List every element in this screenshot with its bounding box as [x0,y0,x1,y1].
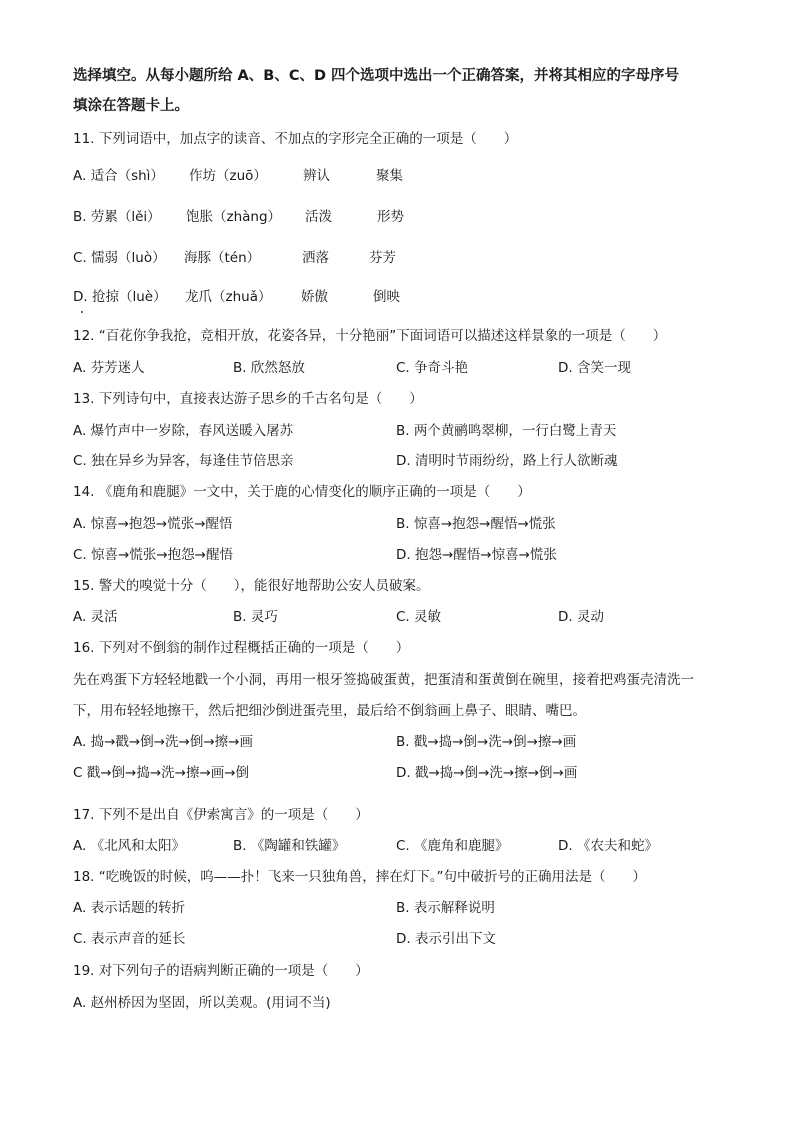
q18-option-c: C. 表示声音的延长 [73,931,186,947]
q16-passage-line-1: 先在鸡蛋下方轻轻地戳一个小洞，再用一根牙签捣破蛋黄，把蛋清和蛋黄倒在碗里，接着把鸡蛋壳清洗一 [73,672,694,688]
q11-option-b-word4: 形势 [377,209,404,225]
q15-stem: 15. 警犬的嗅觉十分（ ），能很好地帮助公安人员破案。 [73,578,430,594]
q16-option-c: C 戳→倒→捣→洗→擦→画→倒 [73,765,250,781]
q11-option-d-word3: 娇傲 [301,289,328,305]
q14-option-a: A. 惊喜→抱怨→慌张→醒悟 [73,516,233,532]
q13-option-c: C. 独在异乡为异客，每逢佳节倍思亲 [73,453,294,469]
q17-stem: 17. 下列不是出自《伊索寓言》的一项是（ ） [73,807,369,823]
q17-option-b: B. 《陶罐和铁罐》 [233,838,346,854]
q11-option-c-word3: 洒落 [302,250,329,266]
q16-stem: 16. 下列对不倒翁的制作过程概括正确的一项是（ ） [73,640,410,656]
q11-option-a-word4: 聚集 [376,168,403,184]
q11-option-b-word1: B. 劳累（lěi） [73,209,161,225]
q18-option-b: B. 表示解释说明 [396,900,495,916]
q18-stem: 18. “吃晚饭的时候，呜——扑！飞来一只独角兽，摔在灯下。”句中破折号的正确用法是（ ） [73,869,646,885]
q17-option-a: A. 《北风和太阳》 [73,838,186,854]
q11-option-a-word1: A. 适合（shì） [73,168,164,184]
q18-option-a: A. 表示话题的转折 [73,900,186,916]
q14-option-b: B. 惊喜→抱怨→醒悟→慌张 [396,516,556,532]
q14-option-c: C. 惊喜→慌张→抱怨→醒悟 [73,547,233,563]
q15-option-d: D. 灵动 [558,609,604,625]
q13-stem: 13. 下列诗句中，直接表达游子思乡的千古名句是（ ） [73,391,423,407]
q11-option-c-word1: C. 懦弱（luò） [73,250,166,266]
q12-option-d: D. 含笑一现 [558,360,631,376]
q11-option-c-word2: 海豚（tén） [184,250,261,266]
q11-stem: 11. 下列词语中，加点字的读音、不加点的字形完全正确的一项是（ ） [73,131,518,147]
q14-option-d: D. 抱怨→醒悟→惊喜→慌张 [396,547,557,563]
q11-option-d-word2: 龙爪（zhuǎ） [185,289,272,305]
q11-option-d-word4: 倒映 [373,289,400,305]
q13-option-a: A. 爆竹声中一岁除，春风送暖入屠苏 [73,423,294,439]
q12-stem: 12. “百花你争我抢，竞相开放，花姿各异，十分艳丽”下面词语可以描述这样景象的一项是（ ） [73,328,667,344]
q11-option-a-word2: 作坊（zuō） [189,168,267,184]
q15-option-b: B. 灵巧 [233,609,278,625]
q19-stem: 19. 对下列句子的语病判断正确的一项是（ ） [73,963,369,979]
instruction-line-2: 填涂在答题卡上。 [73,98,189,114]
q12-option-c: C. 争奇斗艳 [396,360,469,376]
q19-option-a: A. 赵州桥因为坚固，所以美观。(用词不当) [73,995,331,1011]
q14-stem: 14. 《鹿角和鹿腿》一文中，关于鹿的心情变化的顺序正确的一项是（ ） [73,484,531,500]
instruction-line-1: 选择填空。从每小题所给 A、B、C、D 四个选项中选出一个正确答案，并将其相应的字母序号 [73,68,680,84]
stray-dot-mark [81,311,83,313]
q13-option-b: B. 两个黄鹂鸣翠柳，一行白鹭上青天 [396,423,617,439]
q12-option-b: B. 欣然怒放 [233,360,305,376]
q11-option-b-word3: 活泼 [305,209,332,225]
q11-option-d-word1: D. 抢掠（luè） [73,289,167,305]
q16-option-b: B. 戳→捣→倒→洗→倒→擦→画 [396,734,577,750]
q18-option-d: D. 表示引出下文 [396,931,496,947]
q17-option-c: C. 《鹿角和鹿腿》 [396,838,509,854]
q13-option-d: D. 清明时节雨纷纷，路上行人欲断魂 [396,453,618,469]
q16-passage-line-2: 下，用布轻轻地擦干，然后把细沙倒进蛋壳里，最后给不倒翁画上鼻子、眼睛、嘴巴。 [73,703,586,719]
q11-option-a-word3: 辨认 [303,168,330,184]
q12-option-a: A. 芬芳迷人 [73,360,145,376]
q17-option-d: D. 《农夫和蛇》 [558,838,658,854]
q11-option-c-word4: 芬芳 [369,250,396,266]
q16-option-d: D. 戳→捣→倒→洗→擦→倒→画 [396,765,578,781]
q15-option-c: C. 灵敏 [396,609,442,625]
q15-option-a: A. 灵活 [73,609,118,625]
q16-option-a: A. 捣→戳→倒→洗→倒→擦→画 [73,734,253,750]
q11-option-b-word2: 饱胀（zhàng） [186,209,282,225]
